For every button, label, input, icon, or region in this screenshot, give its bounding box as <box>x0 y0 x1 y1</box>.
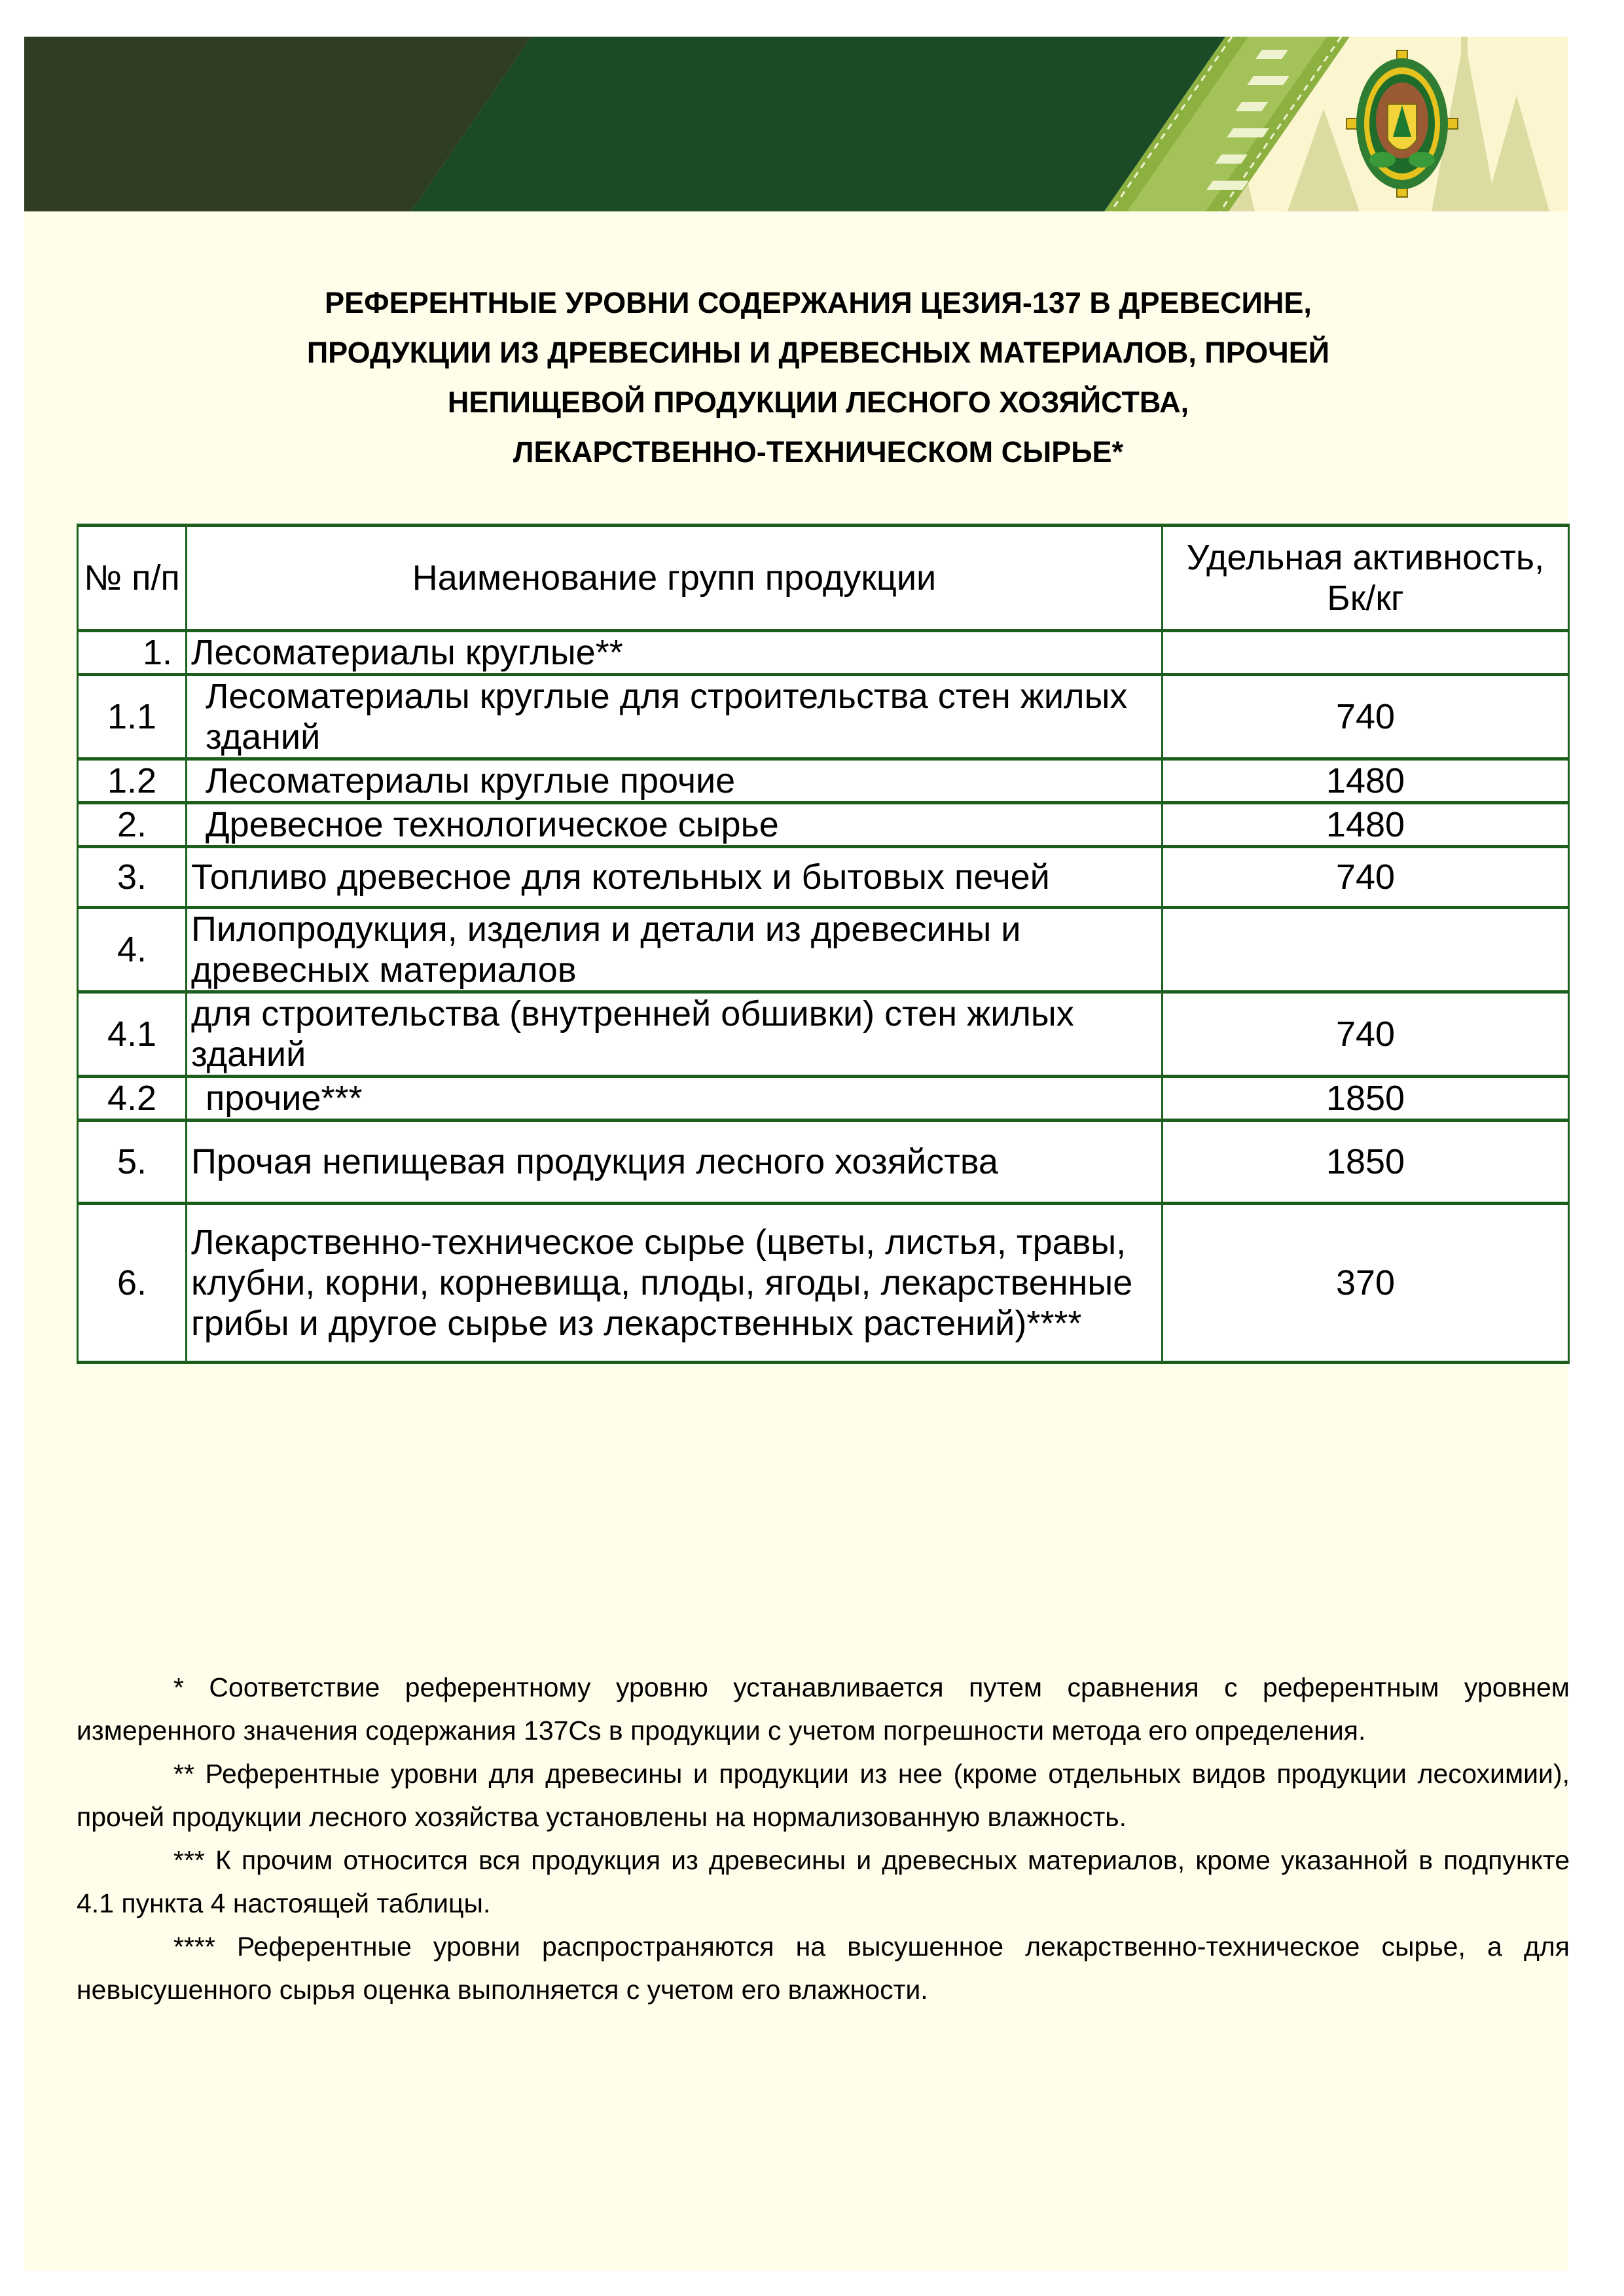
row-number: 3. <box>78 847 187 908</box>
row-number: 1.2 <box>78 759 187 803</box>
row-number: 4. <box>78 908 187 992</box>
row-name: Лесоматериалы круглые для строительства стен жилых зданий <box>187 675 1163 759</box>
row-number: 4.1 <box>78 992 187 1077</box>
row-value <box>1163 631 1569 675</box>
row-name: для строительства (внутренней обшивки) стен жилых зданий <box>187 992 1163 1077</box>
table-row <box>78 847 1569 908</box>
header-number: № п/п <box>78 526 187 631</box>
row-value: 370 <box>1163 1204 1569 1363</box>
table-row <box>78 1121 1569 1204</box>
row-number: 6. <box>78 1204 187 1363</box>
table-row <box>78 1204 1569 1363</box>
table-row <box>78 675 1569 759</box>
row-value: 740 <box>1163 675 1569 759</box>
row-value: 1850 <box>1163 1121 1569 1204</box>
row-name: Древесное технологическое сырье <box>187 803 1163 847</box>
footnote: * Соответствие референтному уровню устанавливается путем сравнения с референтным уровнем измеренного значения содержания 137Cs в продукции с учетом погрешности метода его определения. <box>77 1672 1570 1746</box>
header-product-group: Наименование групп продукции <box>187 526 1163 631</box>
title-line: ЛЕКАРСТВЕННО-ТЕХНИЧЕСКОМ СЫРЬЕ* <box>513 435 1124 469</box>
row-name: Лекарственно-техническое сырье (цветы, листья, травы, клубни, корни, корневища, плоды, ягоды, лекарственные грибы и другое сырье из лекарственных растений)**** <box>187 1204 1163 1363</box>
row-number: 2. <box>78 803 187 847</box>
title-line: НЕПИЩЕВОЙ ПРОДУКЦИИ ЛЕСНОГО ХОЗЯЙСТВА, <box>447 386 1189 419</box>
row-name: Топливо древесное для котельных и бытовых печей <box>187 847 1163 908</box>
title-line: РЕФЕРЕНТНЫЕ УРОВНИ СОДЕРЖАНИЯ ЦЕЗИЯ-137 В ДРЕВЕСИНЕ, <box>325 286 1312 319</box>
footnote: *** К прочим относится вся продукция из древесины и древесных материалов, кроме указанной в подпункте 4.1 пункта 4 настоящей таблицы. <box>77 1845 1570 1918</box>
table-row <box>78 759 1569 803</box>
row-name: прочие*** <box>187 1077 1163 1121</box>
row-number: 1.1 <box>78 675 187 759</box>
row-name: Лесоматериалы круглые прочие <box>187 759 1163 803</box>
header-banner <box>24 37 1568 211</box>
header-specific-activity: Удельная активность, Бк/кг <box>1163 526 1569 631</box>
table-header-row <box>78 526 1569 631</box>
row-name: Прочая непищевая продукция лесного хозяйства <box>187 1121 1163 1204</box>
banner-green-panel <box>411 37 1225 211</box>
row-name: Лесоматериалы круглые** <box>187 631 1163 675</box>
table-row <box>78 1077 1569 1121</box>
title-line: ПРОДУКЦИИ ИЗ ДРЕВЕСИНЫ И ДРЕВЕСНЫХ МАТЕРИАЛОВ, ПРОЧЕЙ <box>306 336 1330 369</box>
row-number: 1. <box>78 631 187 675</box>
row-value <box>1163 908 1569 992</box>
row-name: Пилопродукция, изделия и детали из древесины и древесных материалов <box>187 908 1163 992</box>
table-row <box>78 908 1569 992</box>
row-value: 1850 <box>1163 1077 1569 1121</box>
table-row <box>78 992 1569 1077</box>
table-row <box>78 803 1569 847</box>
table-row <box>78 631 1569 675</box>
page-title <box>98 278 1538 477</box>
row-value: 740 <box>1163 847 1569 908</box>
row-value: 1480 <box>1163 759 1569 803</box>
row-value: 740 <box>1163 992 1569 1077</box>
footnotes <box>77 1666 1570 2011</box>
reference-levels-table <box>77 524 1570 1364</box>
footnote: ** Референтные уровни для древесины и продукции из нее (кроме отдельных видов продукции лесохимии), прочей продукции лесного хозяйства установлены на нормализованную влажность. <box>77 1759 1570 1832</box>
row-number: 4.2 <box>78 1077 187 1121</box>
row-number: 5. <box>78 1121 187 1204</box>
footnote: **** Референтные уровни распространяются на высушенное лекарственно-техническое сырье, а для невысушенного сырья оценка выполняется с учетом его влажности. <box>77 1931 1570 2005</box>
row-value: 1480 <box>1163 803 1569 847</box>
